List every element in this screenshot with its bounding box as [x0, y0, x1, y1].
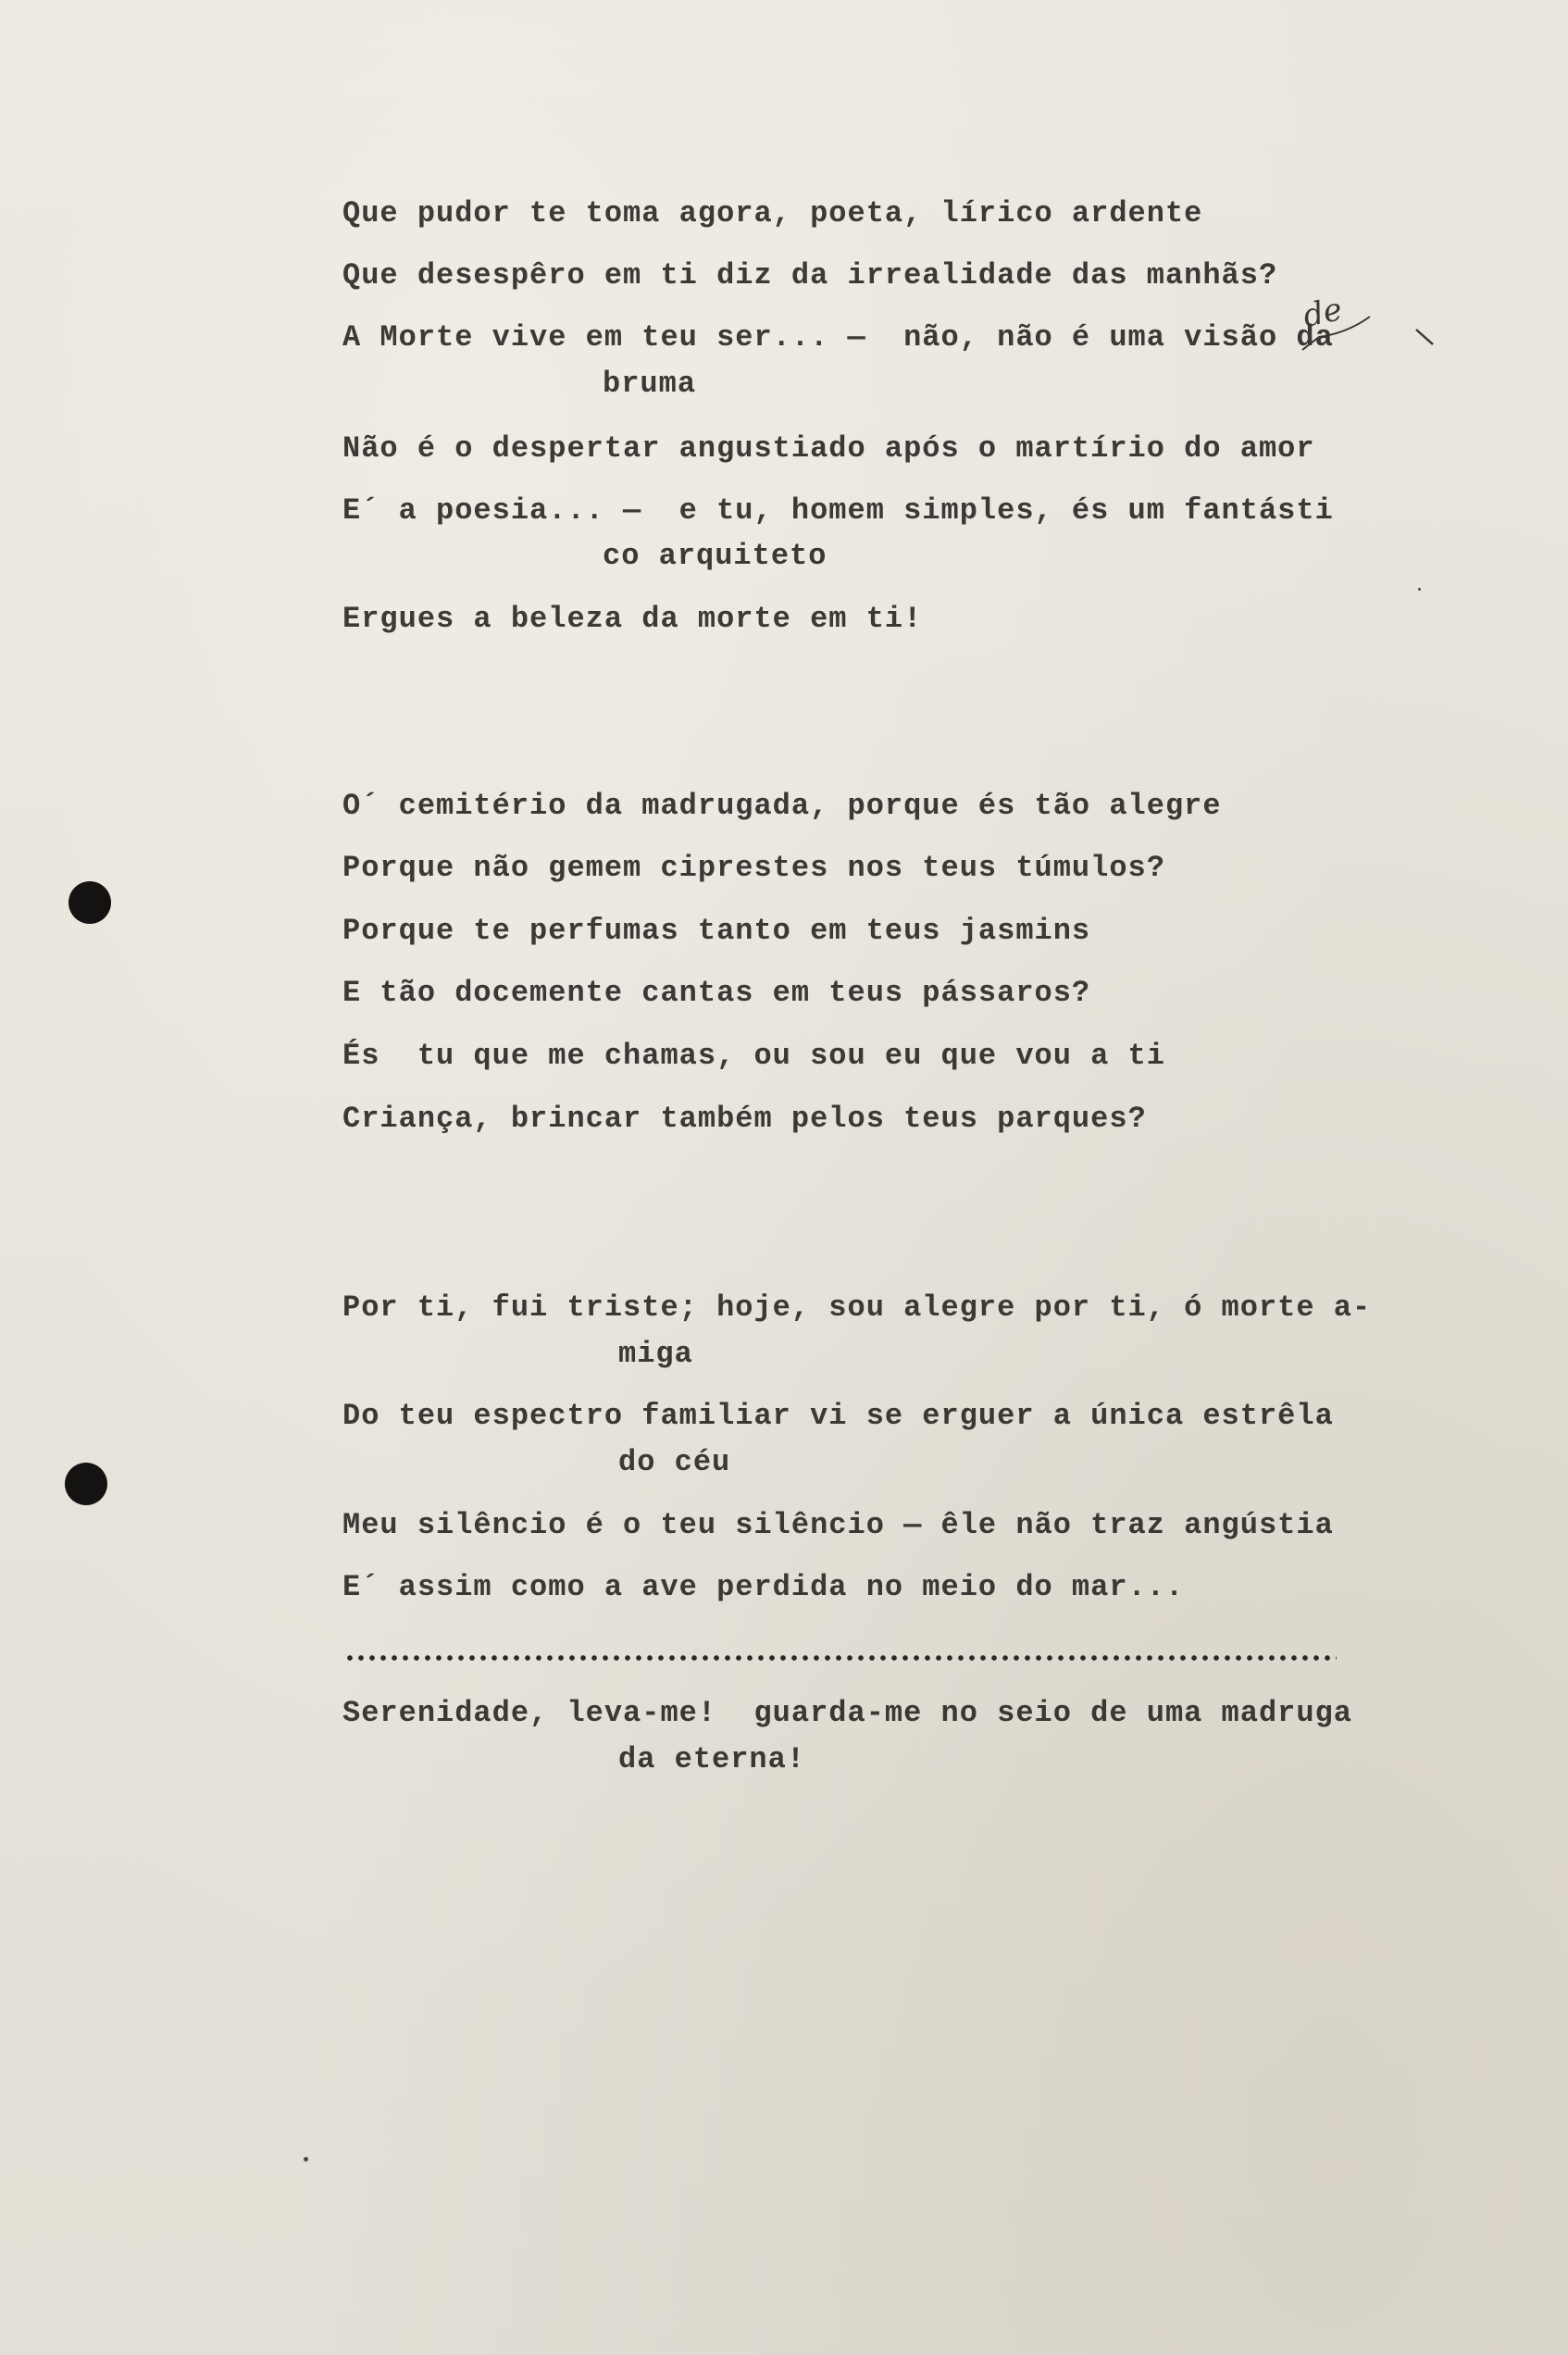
poem-line-continuation: do céu [618, 1445, 731, 1479]
poem-line: Por ti, fui triste; hoje, sou alegre por ti, ó morte a- [342, 1290, 1372, 1325]
paper-speck [304, 2157, 308, 2162]
dotted-separator [344, 1655, 1337, 1661]
poem-line: Não é o despertar angustiado após o martírio do amor [342, 431, 1315, 466]
poem-line: Serenidade, leva-me! guarda-me no seio de uma madruga [342, 1696, 1352, 1730]
poem-line: Porque te perfumas tanto em teus jasmins [342, 914, 1091, 948]
punch-hole [65, 1463, 107, 1505]
poem-line: E´ a poesia... — e tu, homem simples, és um fantásti [342, 493, 1334, 528]
poem-line-continuation: bruma [603, 367, 697, 401]
pen-strike-mark [1291, 296, 1402, 361]
poem-line: És tu que me chamas, ou sou eu que vou a ti [342, 1039, 1165, 1073]
pen-tick-mark [1414, 326, 1438, 350]
poem-line: E tão docemente cantas em teus pássaros? [342, 976, 1091, 1010]
poem-line: Que desespêro em ti diz da irrealidade das manhãs? [342, 258, 1278, 293]
poem-line: Meu silêncio é o teu silêncio — êle não traz angústia [342, 1508, 1334, 1542]
handwritten-correction: de [1300, 291, 1346, 335]
poem-line: Ergues a beleza da morte em ti! [342, 602, 923, 636]
poem-line: A Morte vive em teu ser... — não, não é uma visão da [342, 320, 1334, 355]
punch-hole [68, 881, 111, 924]
poem-line: Do teu espectro familiar vi se erguer a única estrêla [342, 1399, 1334, 1433]
poem-line: Criança, brincar também pelos teus parques? [342, 1102, 1147, 1136]
poem-line: Porque não gemem ciprestes nos teus túmulos? [342, 851, 1165, 885]
poem-line: Que pudor te toma agora, poeta, lírico ardente [342, 196, 1203, 231]
poem-line-continuation: miga [618, 1337, 693, 1371]
poem-line: E´ assim como a ave perdida no meio do mar... [342, 1570, 1185, 1604]
poem-line-continuation: co arquiteto [603, 539, 828, 573]
poem-line: O´ cemitério da madrugada, porque és tão alegre [342, 789, 1222, 823]
poem-line-continuation: da eterna! [618, 1742, 806, 1776]
paper-speck [1418, 588, 1421, 591]
